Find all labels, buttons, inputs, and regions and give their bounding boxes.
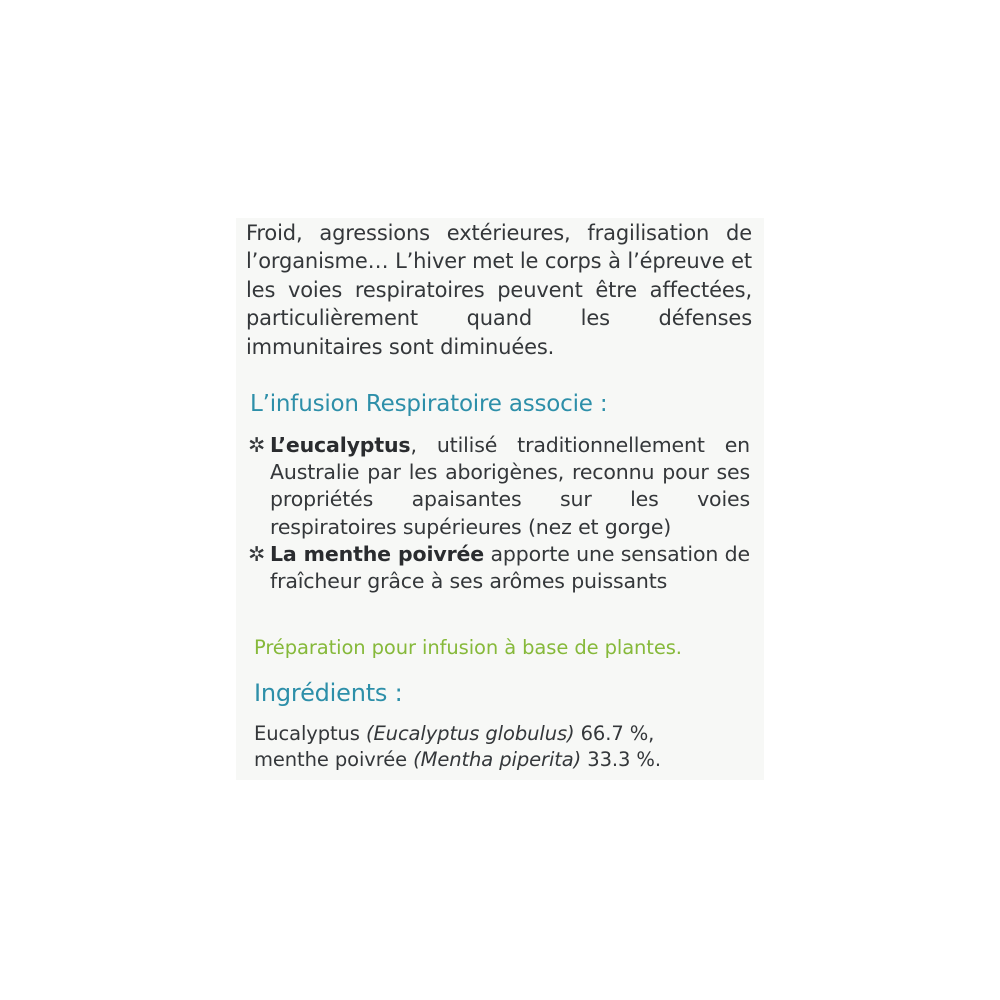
product-description-panel [236,218,764,780]
ingredient-benefits-list [246,432,750,595]
list-item [246,541,750,595]
ingredient-line [254,747,744,773]
asterisk-bullet-icon: ✲ [248,433,266,457]
ingredients-list [254,721,744,773]
plant-description: , utilisé traditionnellement en Australie par les aborigènes, reconnu pour ses propriétés apaisantes sur les voies respiratoires supérieures (nez et gorge) [270,433,750,539]
ingredient-latin-name: (Mentha piperita) [413,748,582,771]
plant-name: La menthe poivrée [270,541,485,566]
preparation-note: Préparation pour infusion à base de plantes. [254,636,682,659]
plant-description: apporte une sensation de fraîcheur grâce à ses arômes puissants [270,541,750,594]
ingredient-name: Eucalyptus [254,722,366,745]
ingredient-line [254,721,744,747]
list-item [246,432,750,541]
associe-heading: L’infusion Respiratoire associe : [250,391,608,417]
ingredient-percent: 66.7 %, [574,722,655,745]
ingredients-heading: Ingrédients : [254,679,403,707]
ingredient-latin-name: (Eucalyptus globulus) [365,722,575,745]
plant-name: L’eucalyptus [270,433,411,457]
intro-paragraph: Froid, agressions extérieures, fragilisation de l’organisme… L’hiver met le corps à l’épreuve et les voies respiratoires peuvent être affectées, particulièrement quand les défenses immunitaires sont diminuées. [246,221,752,359]
ingredient-percent: 33.3 %. [581,748,661,771]
ingredient-name: menthe poivrée [254,748,414,771]
asterisk-bullet-icon: ✲ [248,541,266,566]
